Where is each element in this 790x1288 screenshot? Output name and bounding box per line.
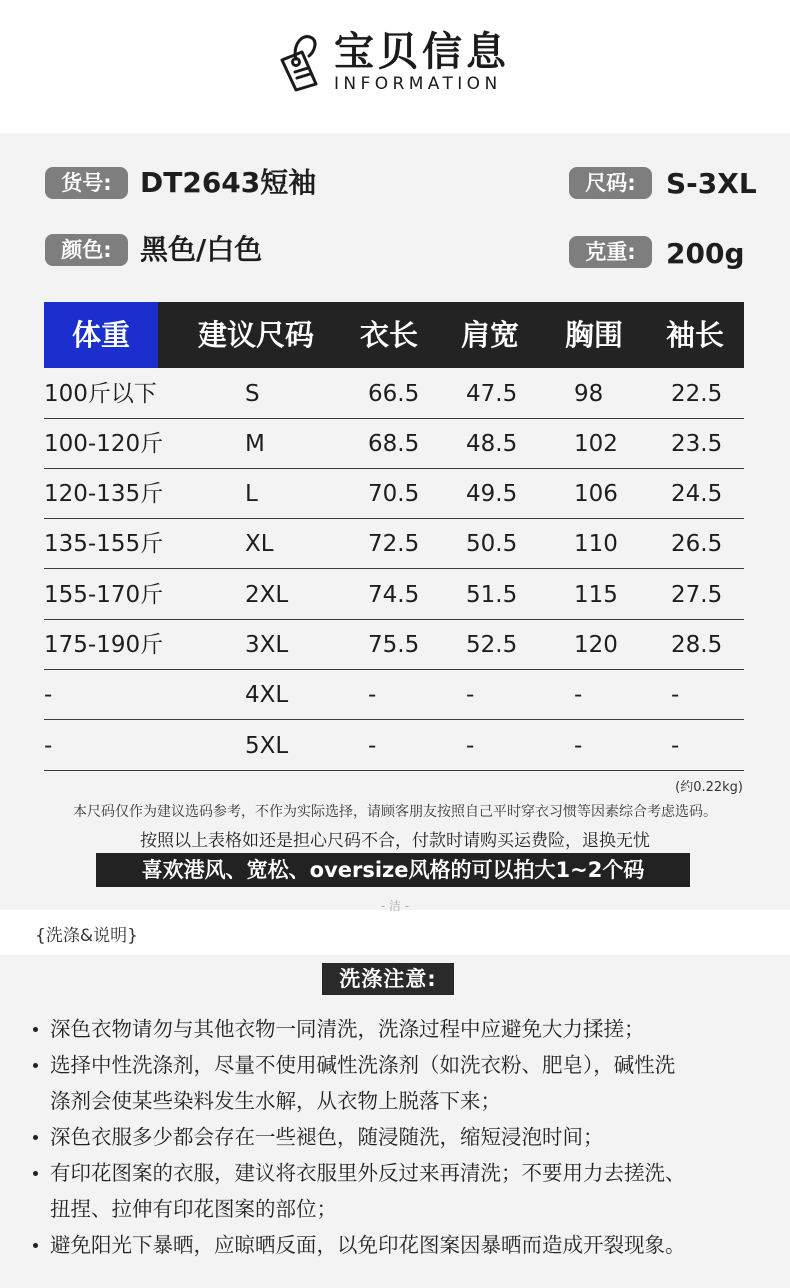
- section-label: {洗涤&说明}: [35, 926, 138, 946]
- wash-instruction-line: 避免阳光下暴晒，应晾晒反面，以免印花图案因暴晒而造成开裂现象。: [50, 1233, 686, 1257]
- wash-instruction-line: 深色衣服多少都会存在一些褪色，随浸随洗，缩短浸泡时间；: [50, 1125, 604, 1149]
- cell-sleeve: 22.5: [671, 381, 723, 407]
- cell-weight: 175-190斤: [44, 632, 164, 658]
- cell-length: 66.5: [368, 381, 420, 407]
- shipping-insurance-note: 按照以上表格如还是担心尺码不合，付款时请购买运费险，退换无忧: [140, 831, 650, 851]
- size-range-label: 尺码:: [569, 167, 652, 199]
- cell-length: 72.5: [368, 531, 420, 557]
- wash-instruction-line: 深色衣物请勿与其他衣物一同清洗，洗涤过程中应避免大力揉搓；: [50, 1017, 645, 1041]
- bullet-icon: [33, 1063, 38, 1068]
- item-number-value: DT2643短袖: [140, 166, 317, 199]
- header-chest: 胸围: [565, 318, 624, 352]
- header-sleeve: 袖长: [666, 318, 725, 352]
- cell-shoulder: 50.5: [466, 531, 518, 557]
- cell-chest: 110: [574, 531, 618, 557]
- header: [0, 0, 790, 133]
- cell-size: S: [245, 381, 260, 407]
- cell-size: 3XL: [245, 632, 289, 658]
- cell-weight: -: [44, 682, 53, 708]
- cell-weight: 100-120斤: [44, 431, 164, 457]
- cell-length: 70.5: [368, 481, 420, 507]
- cell-weight: 120-135斤: [44, 481, 164, 507]
- wash-instruction-line: 涤剂会使某些染料发生水解，从衣物上脱落下来；: [50, 1089, 501, 1113]
- cell-size: 5XL: [245, 733, 289, 759]
- cell-size: M: [245, 431, 265, 457]
- bullet-icon: [33, 1171, 38, 1176]
- size-table-header: [44, 302, 744, 368]
- wash-instruction-line: 扭捏、拉伸有印花图案的部位；: [50, 1197, 337, 1221]
- washing-title: 洗涤注意:: [322, 963, 454, 995]
- cell-weight: 100斤以下: [44, 381, 157, 407]
- cell-chest: 115: [574, 582, 618, 608]
- bullet-icon: [33, 1243, 38, 1248]
- bullet-icon: [33, 1135, 38, 1140]
- cell-shoulder: 49.5: [466, 481, 518, 507]
- cell-shoulder: 51.5: [466, 582, 518, 608]
- cell-shoulder: 47.5: [466, 381, 518, 407]
- cell-shoulder: 48.5: [466, 431, 518, 457]
- header-weight: 体重: [44, 302, 158, 368]
- cell-length: 74.5: [368, 582, 420, 608]
- cell-chest: -: [574, 733, 583, 759]
- table-row: [44, 620, 744, 670]
- cell-chest: 106: [574, 481, 618, 507]
- header-suggested-size: 建议尺码: [198, 318, 315, 352]
- table-row: [44, 670, 744, 720]
- cell-chest: 98: [574, 381, 604, 407]
- table-row: [44, 721, 744, 771]
- cell-sleeve: -: [671, 733, 680, 759]
- table-row: [44, 419, 744, 469]
- page-title: 宝贝信息: [334, 29, 510, 75]
- color-label: 颜色:: [45, 234, 128, 266]
- color-value: 黑色/白色: [140, 233, 263, 266]
- fabric-weight-label: 克重:: [569, 236, 652, 268]
- bullet-icon: [33, 1027, 38, 1032]
- price-tag-icon: [276, 30, 322, 92]
- table-row: [44, 369, 744, 419]
- cell-chest: 120: [574, 632, 618, 658]
- wash-instruction-line: 有印花图案的衣服，建议将衣服里外反过来再清洗；不要用力去搓洗、: [50, 1161, 686, 1185]
- fabric-weight-value: 200g: [666, 237, 745, 270]
- cell-chest: -: [574, 682, 583, 708]
- size-disclaimer: 本尺码仅作为建议选码参考，不作为实际选择，请顾客朋友按照自己平时穿衣习惯等因素综合考虑选码。: [73, 804, 717, 820]
- brand-mark: - 洁 -: [380, 899, 410, 913]
- table-row: [44, 570, 744, 620]
- wash-instruction-line: 选择中性洗涤剂，尽量不使用碱性洗涤剂（如洗衣粉、肥皂），碱性洗: [50, 1053, 676, 1077]
- cell-length: -: [368, 682, 377, 708]
- cell-sleeve: 24.5: [671, 481, 723, 507]
- cell-length: 68.5: [368, 431, 420, 457]
- cell-weight: -: [44, 733, 53, 759]
- cell-size: 4XL: [245, 682, 289, 708]
- item-number-label: 货号:: [45, 167, 128, 199]
- weight-note: (约0.22kg): [675, 780, 743, 795]
- cell-size: 2XL: [245, 582, 289, 608]
- size-up-highlight: 喜欢港风、宽松、oversize风格的可以拍大1~2个码: [96, 853, 690, 887]
- cell-sleeve: 28.5: [671, 632, 723, 658]
- cell-sleeve: 23.5: [671, 431, 723, 457]
- cell-length: -: [368, 733, 377, 759]
- cell-chest: 102: [574, 431, 618, 457]
- cell-shoulder: -: [466, 733, 475, 759]
- header-length: 衣长: [360, 318, 419, 352]
- cell-shoulder: -: [466, 682, 475, 708]
- cell-weight: 135-155斤: [44, 531, 164, 557]
- size-range-value: S-3XL: [666, 167, 757, 200]
- table-row: [44, 469, 744, 519]
- page-subtitle: INFORMATION: [334, 74, 502, 94]
- cell-length: 75.5: [368, 632, 420, 658]
- cell-size: XL: [245, 531, 274, 557]
- cell-sleeve: 27.5: [671, 582, 723, 608]
- header-shoulder: 肩宽: [461, 318, 520, 352]
- table-row: [44, 519, 744, 569]
- cell-sleeve: -: [671, 682, 680, 708]
- cell-sleeve: 26.5: [671, 531, 723, 557]
- cell-shoulder: 52.5: [466, 632, 518, 658]
- cell-weight: 155-170斤: [44, 582, 164, 608]
- cell-size: L: [245, 481, 258, 507]
